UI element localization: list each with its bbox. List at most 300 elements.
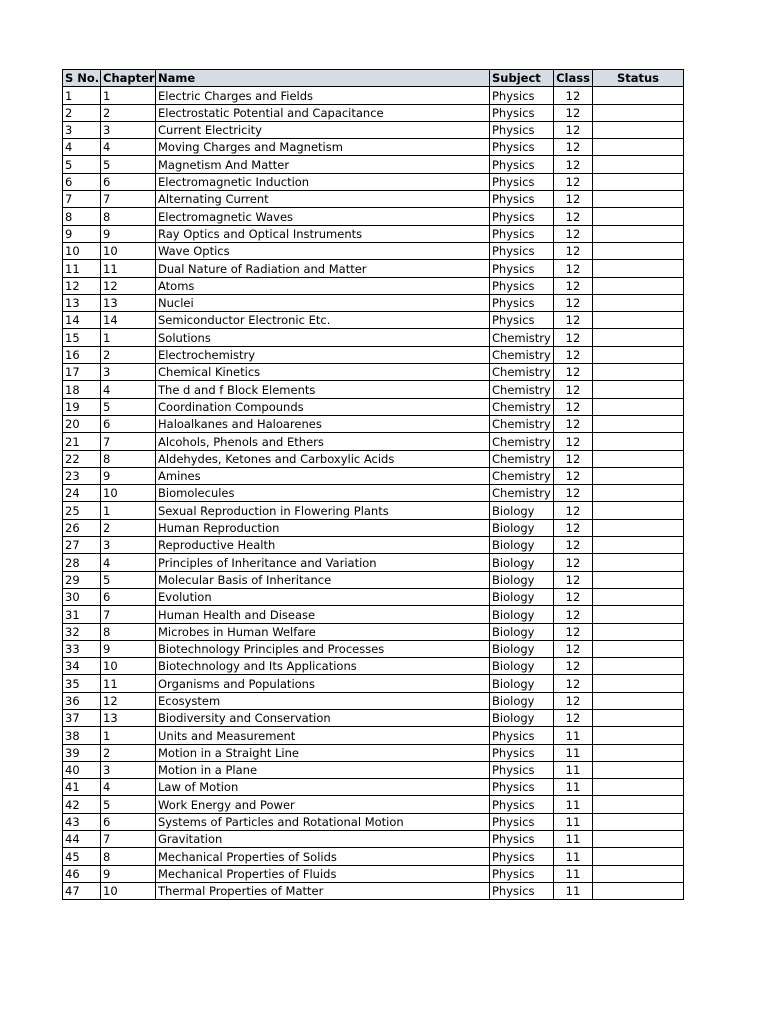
cell-subject[interactable]: Chemistry [490,433,554,450]
cell-subject[interactable]: Biology [490,588,554,605]
cell-chapter[interactable]: 10 [101,658,156,675]
cell-class[interactable]: 12 [554,277,593,294]
cell-sno[interactable]: 1 [63,87,101,104]
cell-subject[interactable]: Biology [490,692,554,709]
cell-name[interactable]: Principles of Inheritance and Variation [156,554,490,571]
cell-subject[interactable]: Chemistry [490,450,554,467]
cell-status[interactable] [593,588,684,605]
cell-sno[interactable]: 19 [63,398,101,415]
cell-subject[interactable]: Physics [490,208,554,225]
cell-subject[interactable]: Chemistry [490,415,554,432]
cell-subject[interactable]: Biology [490,606,554,623]
cell-name[interactable]: Biotechnology and Its Applications [156,658,490,675]
cell-status[interactable] [593,709,684,726]
cell-status[interactable] [593,156,684,173]
cell-class[interactable]: 12 [554,104,593,121]
cell-class[interactable]: 12 [554,709,593,726]
cell-name[interactable]: Aldehydes, Ketones and Carboxylic Acids [156,450,490,467]
cell-chapter[interactable]: 2 [101,744,156,761]
cell-status[interactable] [593,398,684,415]
cell-sno[interactable]: 30 [63,588,101,605]
cell-class[interactable]: 11 [554,779,593,796]
cell-status[interactable] [593,242,684,259]
table-row [63,675,684,692]
cell-sno[interactable]: 26 [63,519,101,536]
cell-class[interactable]: 12 [554,502,593,519]
cell-subject[interactable]: Chemistry [490,381,554,398]
cell-chapter[interactable]: 7 [101,831,156,848]
cell-subject[interactable]: Physics [490,191,554,208]
header-name[interactable]: Name [156,70,490,87]
cell-status[interactable] [593,623,684,640]
cell-subject[interactable]: Physics [490,156,554,173]
cell-name[interactable]: Electrochemistry [156,346,490,363]
cell-status[interactable] [593,364,684,381]
cell-subject[interactable]: Biology [490,571,554,588]
cell-subject[interactable]: Physics [490,761,554,778]
cell-name[interactable]: Human Reproduction [156,519,490,536]
cell-subject[interactable]: Physics [490,294,554,311]
cell-sno[interactable]: 32 [63,623,101,640]
cell-name[interactable]: Ray Optics and Optical Instruments [156,225,490,242]
cell-subject[interactable]: Physics [490,173,554,190]
cell-name[interactable]: Microbes in Human Welfare [156,623,490,640]
cell-name[interactable]: Gravitation [156,831,490,848]
cell-class[interactable]: 12 [554,606,593,623]
cell-status[interactable] [593,139,684,156]
cell-status[interactable] [593,865,684,882]
cell-class[interactable]: 12 [554,640,593,657]
table-row [63,692,684,709]
cell-subject[interactable]: Biology [490,519,554,536]
cell-status[interactable] [593,848,684,865]
cell-sno[interactable]: 39 [63,744,101,761]
cell-chapter[interactable]: 9 [101,640,156,657]
cell-class[interactable]: 12 [554,675,593,692]
cell-class[interactable]: 12 [554,225,593,242]
cell-chapter[interactable]: 8 [101,623,156,640]
cell-sno[interactable]: 42 [63,796,101,813]
cell-name[interactable]: Evolution [156,588,490,605]
cell-subject[interactable]: Physics [490,225,554,242]
cell-name[interactable]: Wave Optics [156,242,490,259]
cell-class[interactable]: 11 [554,848,593,865]
cell-chapter[interactable]: 6 [101,813,156,830]
cell-name[interactable]: Motion in a Straight Line [156,744,490,761]
cell-subject[interactable]: Biology [490,623,554,640]
cell-subject[interactable]: Chemistry [490,364,554,381]
cell-status[interactable] [593,294,684,311]
cell-status[interactable] [593,675,684,692]
cell-name[interactable]: Human Health and Disease [156,606,490,623]
cell-status[interactable] [593,225,684,242]
cell-class[interactable]: 11 [554,727,593,744]
cell-sno[interactable]: 43 [63,813,101,830]
cell-subject[interactable]: Biology [490,537,554,554]
cell-subject[interactable]: Physics [490,848,554,865]
cell-chapter[interactable]: 2 [101,104,156,121]
cell-name[interactable]: Molecular Basis of Inheritance [156,571,490,588]
cell-name[interactable]: Atoms [156,277,490,294]
cell-class[interactable]: 12 [554,208,593,225]
table-row [63,294,684,311]
cell-chapter[interactable]: 8 [101,848,156,865]
cell-class[interactable]: 12 [554,571,593,588]
cell-chapter[interactable]: 3 [101,364,156,381]
cell-class[interactable]: 11 [554,796,593,813]
cell-sno[interactable]: 44 [63,831,101,848]
cell-class[interactable]: 11 [554,865,593,882]
cell-status[interactable] [593,761,684,778]
table-row [63,554,684,571]
cell-sno[interactable]: 6 [63,173,101,190]
cell-name[interactable]: Chemical Kinetics [156,364,490,381]
cell-status[interactable] [593,813,684,830]
cell-class[interactable]: 12 [554,329,593,346]
cell-sno[interactable]: 21 [63,433,101,450]
cell-chapter[interactable]: 1 [101,329,156,346]
cell-status[interactable] [593,450,684,467]
cell-chapter[interactable]: 5 [101,796,156,813]
cell-chapter[interactable]: 1 [101,87,156,104]
cell-sno[interactable]: 22 [63,450,101,467]
cell-class[interactable]: 12 [554,658,593,675]
cell-name[interactable]: Electromagnetic Waves [156,208,490,225]
cell-name[interactable]: Magnetism And Matter [156,156,490,173]
cell-sno[interactable]: 31 [63,606,101,623]
cell-class[interactable]: 11 [554,813,593,830]
cell-name[interactable]: Reproductive Health [156,537,490,554]
header-subject[interactable]: Subject [490,70,554,87]
cell-name[interactable]: Biotechnology Principles and Processes [156,640,490,657]
cell-sno[interactable]: 8 [63,208,101,225]
cell-sno[interactable]: 16 [63,346,101,363]
cell-name[interactable]: Amines [156,467,490,484]
header-sno[interactable]: S No. [63,70,101,87]
cell-class[interactable]: 12 [554,87,593,104]
cell-chapter[interactable]: 6 [101,588,156,605]
cell-name[interactable]: Motion in a Plane [156,761,490,778]
cell-class[interactable]: 11 [554,744,593,761]
cell-chapter[interactable]: 9 [101,467,156,484]
cell-sno[interactable]: 5 [63,156,101,173]
cell-status[interactable] [593,606,684,623]
cell-name[interactable]: Organisms and Populations [156,675,490,692]
cell-chapter[interactable]: 11 [101,675,156,692]
cell-status[interactable] [593,537,684,554]
cell-sno[interactable]: 10 [63,242,101,259]
cell-status[interactable] [593,346,684,363]
cell-subject[interactable]: Physics [490,242,554,259]
cell-sno[interactable]: 24 [63,485,101,502]
cell-status[interactable] [593,381,684,398]
cell-subject[interactable]: Physics [490,104,554,121]
cell-name[interactable]: Alcohols, Phenols and Ethers [156,433,490,450]
cell-subject[interactable]: Physics [490,744,554,761]
cell-subject[interactable]: Physics [490,121,554,138]
cell-subject[interactable]: Physics [490,727,554,744]
cell-sno[interactable]: 2 [63,104,101,121]
cell-name[interactable]: Current Electricity [156,121,490,138]
cell-status[interactable] [593,121,684,138]
cell-status[interactable] [593,744,684,761]
cell-name[interactable]: Electric Charges and Fields [156,87,490,104]
cell-subject[interactable]: Biology [490,554,554,571]
cell-class[interactable]: 12 [554,537,593,554]
cell-status[interactable] [593,692,684,709]
cell-subject[interactable]: Physics [490,813,554,830]
cell-chapter[interactable]: 3 [101,537,156,554]
cell-subject[interactable]: Biology [490,502,554,519]
cell-class[interactable]: 12 [554,588,593,605]
cell-class[interactable]: 12 [554,623,593,640]
cell-class[interactable]: 12 [554,415,593,432]
cell-sno[interactable]: 3 [63,121,101,138]
cell-sno[interactable]: 41 [63,779,101,796]
cell-sno[interactable]: 23 [63,467,101,484]
cell-sno[interactable]: 29 [63,571,101,588]
cell-chapter[interactable]: 11 [101,260,156,277]
cell-subject[interactable]: Chemistry [490,346,554,363]
cell-subject[interactable]: Chemistry [490,467,554,484]
cell-name[interactable]: Nuclei [156,294,490,311]
cell-chapter[interactable]: 6 [101,415,156,432]
cell-name[interactable]: Units and Measurement [156,727,490,744]
cell-sno[interactable]: 15 [63,329,101,346]
cell-sno[interactable]: 46 [63,865,101,882]
cell-chapter[interactable]: 7 [101,191,156,208]
cell-chapter[interactable]: 4 [101,779,156,796]
cell-name[interactable]: Law of Motion [156,779,490,796]
cell-chapter[interactable]: 7 [101,606,156,623]
cell-chapter[interactable]: 13 [101,709,156,726]
cell-name[interactable]: Systems of Particles and Rotational Motion [156,813,490,830]
cell-status[interactable] [593,882,684,899]
cell-chapter[interactable]: 8 [101,450,156,467]
cell-chapter[interactable]: 7 [101,433,156,450]
cell-class[interactable]: 12 [554,519,593,536]
table-row [63,329,684,346]
cell-name[interactable]: The d and f Block Elements [156,381,490,398]
cell-chapter[interactable]: 12 [101,692,156,709]
cell-status[interactable] [593,467,684,484]
cell-chapter[interactable]: 8 [101,208,156,225]
cell-chapter[interactable]: 3 [101,121,156,138]
cell-chapter[interactable]: 1 [101,727,156,744]
cell-chapter[interactable]: 12 [101,277,156,294]
cell-class[interactable]: 11 [554,761,593,778]
cell-subject[interactable]: Biology [490,675,554,692]
cell-chapter[interactable]: 3 [101,761,156,778]
cell-status[interactable] [593,831,684,848]
cell-class[interactable]: 12 [554,121,593,138]
cell-class[interactable]: 12 [554,191,593,208]
cell-subject[interactable]: Physics [490,831,554,848]
cell-chapter[interactable]: 4 [101,139,156,156]
cell-class[interactable]: 12 [554,485,593,502]
cell-name[interactable]: Ecosystem [156,692,490,709]
cell-status[interactable] [593,640,684,657]
cell-name[interactable]: Electromagnetic Induction [156,173,490,190]
cell-class[interactable]: 12 [554,398,593,415]
cell-name[interactable]: Mechanical Properties of Fluids [156,865,490,882]
cell-sno[interactable]: 37 [63,709,101,726]
cell-name[interactable]: Work Energy and Power [156,796,490,813]
cell-class[interactable]: 12 [554,260,593,277]
cell-sno[interactable]: 4 [63,139,101,156]
cell-status[interactable] [593,796,684,813]
cell-chapter[interactable]: 9 [101,225,156,242]
cell-name[interactable]: Electrostatic Potential and Capacitance [156,104,490,121]
cell-subject[interactable]: Biology [490,709,554,726]
cell-status[interactable] [593,277,684,294]
cell-class[interactable]: 11 [554,831,593,848]
cell-chapter[interactable]: 2 [101,519,156,536]
cell-status[interactable] [593,87,684,104]
cell-chapter[interactable]: 13 [101,294,156,311]
cell-sno[interactable]: 40 [63,761,101,778]
cell-name[interactable]: Solutions [156,329,490,346]
cell-sno[interactable]: 17 [63,364,101,381]
cell-status[interactable] [593,433,684,450]
cell-name[interactable]: Haloalkanes and Haloarenes [156,415,490,432]
cell-status[interactable] [593,260,684,277]
cell-status[interactable] [593,329,684,346]
cell-sno[interactable]: 7 [63,191,101,208]
cell-subject[interactable]: Physics [490,882,554,899]
cell-sno[interactable]: 11 [63,260,101,277]
header-status[interactable]: Status [593,70,684,87]
cell-class[interactable]: 12 [554,346,593,363]
cell-status[interactable] [593,571,684,588]
cell-chapter[interactable]: 5 [101,156,156,173]
table-row [63,744,684,761]
cell-subject[interactable]: Chemistry [490,398,554,415]
cell-status[interactable] [593,502,684,519]
cell-class[interactable]: 12 [554,381,593,398]
cell-class[interactable]: 12 [554,554,593,571]
header-chapter[interactable]: Chapter [101,70,156,87]
cell-status[interactable] [593,485,684,502]
cell-sno[interactable]: 14 [63,312,101,329]
table-row [63,519,684,536]
cell-class[interactable]: 12 [554,433,593,450]
cell-sno[interactable]: 47 [63,882,101,899]
cell-status[interactable] [593,727,684,744]
cell-subject[interactable]: Chemistry [490,329,554,346]
cell-subject[interactable]: Physics [490,796,554,813]
cell-chapter[interactable]: 1 [101,502,156,519]
cell-chapter[interactable]: 5 [101,398,156,415]
cell-name[interactable]: Thermal Properties of Matter [156,882,490,899]
chapter-table [62,69,684,900]
cell-status[interactable] [593,554,684,571]
cell-class[interactable]: 11 [554,882,593,899]
cell-chapter[interactable]: 5 [101,571,156,588]
cell-chapter[interactable]: 10 [101,485,156,502]
cell-subject[interactable]: Physics [490,779,554,796]
cell-chapter[interactable]: 9 [101,865,156,882]
cell-sno[interactable]: 27 [63,537,101,554]
cell-class[interactable]: 12 [554,156,593,173]
cell-sno[interactable]: 34 [63,658,101,675]
cell-status[interactable] [593,208,684,225]
cell-chapter[interactable]: 2 [101,346,156,363]
cell-class[interactable]: 12 [554,139,593,156]
cell-sno[interactable]: 35 [63,675,101,692]
cell-name[interactable]: Coordination Compounds [156,398,490,415]
cell-sno[interactable]: 13 [63,294,101,311]
cell-sno[interactable]: 12 [63,277,101,294]
cell-status[interactable] [593,779,684,796]
cell-status[interactable] [593,173,684,190]
cell-class[interactable]: 12 [554,312,593,329]
cell-subject[interactable]: Physics [490,139,554,156]
cell-subject[interactable]: Biology [490,640,554,657]
cell-class[interactable]: 12 [554,467,593,484]
cell-chapter[interactable]: 6 [101,173,156,190]
cell-subject[interactable]: Physics [490,312,554,329]
cell-chapter[interactable]: 4 [101,381,156,398]
cell-sno[interactable]: 36 [63,692,101,709]
table-row [63,398,684,415]
cell-name[interactable]: Moving Charges and Magnetism [156,139,490,156]
table-row [63,433,684,450]
cell-name[interactable]: Semiconductor Electronic Etc. [156,312,490,329]
cell-status[interactable] [593,191,684,208]
cell-name[interactable]: Mechanical Properties of Solids [156,848,490,865]
cell-chapter[interactable]: 10 [101,882,156,899]
cell-chapter[interactable]: 14 [101,312,156,329]
cell-chapter[interactable]: 10 [101,242,156,259]
cell-status[interactable] [593,312,684,329]
cell-chapter[interactable]: 4 [101,554,156,571]
cell-subject[interactable]: Physics [490,865,554,882]
cell-status[interactable] [593,415,684,432]
cell-sno[interactable]: 18 [63,381,101,398]
cell-subject[interactable]: Physics [490,277,554,294]
cell-sno[interactable]: 28 [63,554,101,571]
cell-class[interactable]: 12 [554,294,593,311]
cell-class[interactable]: 12 [554,692,593,709]
header-class[interactable]: Class [554,70,593,87]
cell-status[interactable] [593,519,684,536]
cell-class[interactable]: 12 [554,364,593,381]
cell-sno[interactable]: 33 [63,640,101,657]
cell-sno[interactable]: 20 [63,415,101,432]
cell-subject[interactable]: Biology [490,658,554,675]
cell-sno[interactable]: 45 [63,848,101,865]
cell-name[interactable]: Alternating Current [156,191,490,208]
cell-class[interactable]: 12 [554,450,593,467]
cell-name[interactable]: Dual Nature of Radiation and Matter [156,260,490,277]
cell-class[interactable]: 12 [554,242,593,259]
cell-status[interactable] [593,658,684,675]
cell-class[interactable]: 12 [554,173,593,190]
table-row [63,848,684,865]
cell-subject[interactable]: Chemistry [490,485,554,502]
cell-status[interactable] [593,104,684,121]
table-row [63,242,684,259]
cell-sno[interactable]: 38 [63,727,101,744]
cell-sno[interactable]: 9 [63,225,101,242]
cell-sno[interactable]: 25 [63,502,101,519]
cell-subject[interactable]: Physics [490,260,554,277]
cell-name[interactable]: Sexual Reproduction in Flowering Plants [156,502,490,519]
cell-subject[interactable]: Physics [490,87,554,104]
cell-name[interactable]: Biomolecules [156,485,490,502]
cell-name[interactable]: Biodiversity and Conservation [156,709,490,726]
